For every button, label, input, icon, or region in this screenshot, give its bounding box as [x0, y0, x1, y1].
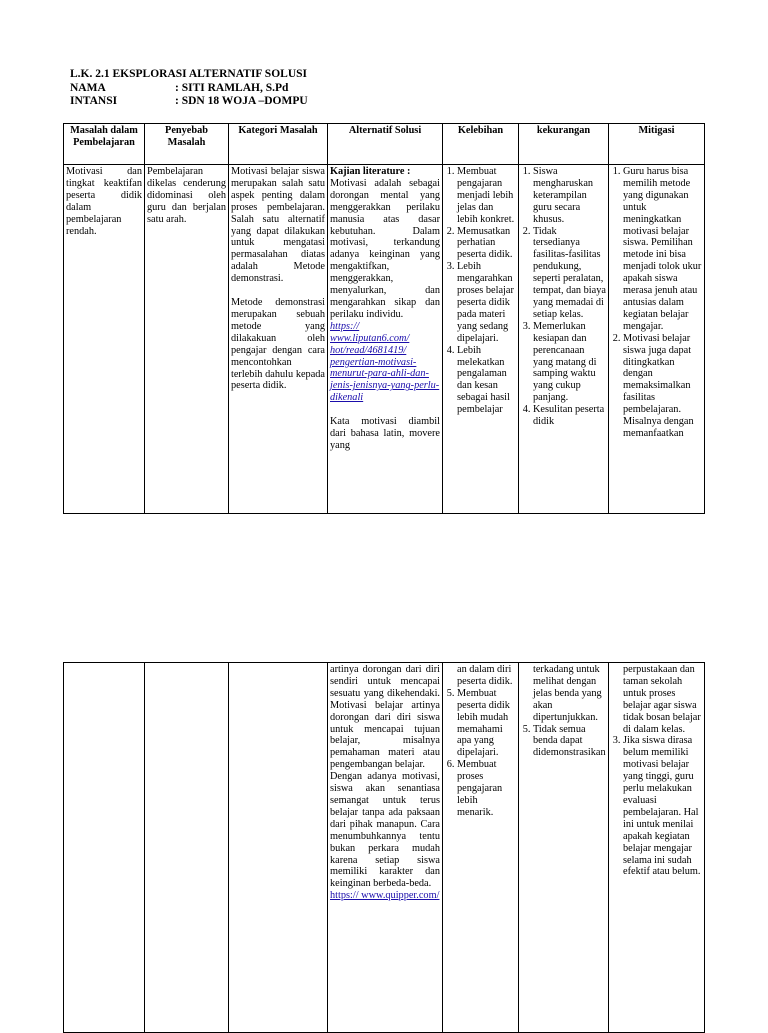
cell-alternatif-continued — [328, 663, 443, 1033]
list-item: 3. Jika siswa dirasa belum memiliki motivasi belajar yang tinggi, guru perlu melakukan evaluasi pembelajaran. Hal ini untuk menilai apakah kegiatan belajar mengajar selama ini sudah efektif atau belum. — [623, 735, 702, 878]
alternatif-paragraph-2: Kata motivasi diambil dari bahasa latin, movere yang — [330, 416, 440, 451]
cell-kelebihan-continued — [443, 663, 519, 1033]
document-header — [70, 68, 308, 109]
list-item: 4. Lebih melekatkan pengalaman dan kesan sebagai hasil pembelajar — [457, 345, 516, 416]
list-item: 1. Guru harus bisa memilih metode yang digunakan untuk meningkatkan motivasi belajar siswa. Pemilihan metode ini bisa menjadi tolok ukur apakah siswa merasa jenuh atau antusias dalam kegiatan belajar mengajar. — [623, 166, 702, 333]
list-item: 2. Memusatkan perhatian peserta didik. — [457, 226, 516, 262]
document-title: L.K. 2.1 EKSPLORASI ALTERNATIF SOLUSI — [70, 68, 307, 80]
solution-table-continued — [63, 662, 705, 1033]
list-item: 1. Siswa mengharuskan keterampilan guru secara khusus. — [533, 166, 606, 226]
cell-masalah-empty — [64, 663, 145, 1033]
reference-link-quipper[interactable]: https:// www.quipper.com/ — [330, 890, 440, 902]
list-item: 5. Tidak semua benda dapat didemonstrasikan — [533, 724, 606, 760]
nama-label: NAMA — [70, 81, 106, 94]
list-item: 5. Membuat peserta didik lebih mudah memahami apa yang dipelajari. — [457, 688, 516, 759]
list-item: 3. Memerlukan kesiapan dan perencanaan yang matang di samping waktu yang cukup panjang. — [533, 321, 606, 404]
table-row — [64, 663, 705, 1033]
col-header-kelebihan: Kelebihan — [443, 124, 519, 165]
nama-value: : SITI RAMLAH, S.Pd — [175, 81, 289, 94]
list-item: 4. Kesulitan peserta didik — [533, 404, 606, 428]
cell-kategori-empty — [229, 663, 328, 1033]
instansi-value: : SDN 18 WOJA –DOMPU — [175, 95, 308, 107]
reference-link-liputan6[interactable]: https:// www.liputan6.com/ hot/read/4681419/ pengertian-motivasi-menurut-para-ahli-dan-jenis-jenisnya-yang-perlu-dikenali — [330, 320, 440, 404]
cell-kelebihan — [443, 165, 519, 514]
cell-penyebab-empty — [145, 663, 229, 1033]
cell-mitigasi — [609, 165, 705, 514]
cell-masalah: Motivasi dan tingkat keaktifan peserta didik dalam pembelajaran rendah. — [64, 165, 145, 514]
alternatif-paragraph-4: Dengan adanya motivasi, siswa akan senantiasa semangat untuk terus belajar tanpa ada paksaan dari pihak manapun. Cara menumbuhkannya tentu bukan perkara mudah karena setiap siswa memiliki karakter dan keinginan berbeda-beda. — [330, 771, 440, 890]
cell-kategori — [229, 165, 328, 514]
instansi-label: INTANSI — [70, 95, 118, 107]
col-header-mitigasi: Mitigasi — [609, 124, 705, 165]
col-header-masalah: Masalah dalam Pembelajaran — [64, 124, 145, 165]
nama-row — [70, 82, 308, 96]
cell-penyebab: Pembelajaran dikelas cenderung didominasi oleh guru dan berjalan satu arah. — [145, 165, 229, 514]
solution-table — [63, 123, 705, 514]
list-item: 1. Membuat pengajaran menjadi lebih jelas dan lebih konkret. — [457, 166, 516, 226]
list-item: 6. Membuat proses pengajaran lebih menarik. — [457, 759, 516, 819]
col-header-kekurangan: kekurangan — [519, 124, 609, 165]
col-header-penyebab: Penyebab Masalah — [145, 124, 229, 165]
kategori-paragraph-1: Motivasi belajar siswa merupakan salah satu aspek penting dalam proses pembelajaran. Salah satu alternatif yang dapat dilakukan untuk mengatasi permasalahan diatas adalah Metode demonstrasi. — [231, 166, 325, 285]
table-row — [64, 165, 705, 514]
kelebihan-continued-text: an dalam diri peserta didik. — [457, 664, 513, 687]
instansi-row — [70, 95, 308, 109]
list-item: 3. Lebih mengarahkan proses belajar peserta didik pada materi yang sedang dipelajari. — [457, 261, 516, 344]
col-header-alternatif: Alternatif Solusi — [328, 124, 443, 165]
alternatif-paragraph-3: artinya dorongan dari diri sendiri untuk mencapai sesuatu yang dikehendaki. Motivasi belajar artinya dorongan dari diri siswa untuk mencapai tujuan belajar, misalnya pemahaman materi atau pengembangan belajar. — [330, 664, 440, 771]
kategori-paragraph-2: Metode demonstrasi merupakan sebuah metode yang dilakakuan oleh pengajar dengan cara mencontohkan terlebih dahulu kepada peserta didik. — [231, 297, 325, 392]
col-header-kategori: Kategori Masalah — [229, 124, 328, 165]
cell-kekurangan — [519, 165, 609, 514]
table-header-row — [64, 124, 705, 165]
cell-mitigasi-continued — [609, 663, 705, 1033]
cell-alternatif — [328, 165, 443, 514]
alternatif-paragraph-1: Motivasi adalah sebagai dorongan mental yang menggerakkan perilaku manusia atas dasar kebutuhan. Dalam motivasi, terkandung adanya keinginan yang mengaktifkan, menggerakkan, menyalurkan, dan mengarahkan sikap dan perilaku individu. — [330, 177, 440, 320]
mitigasi-continued-text: perpustakaan dan taman sekolah untuk proses belajar agar siswa tidak bosan belajar di dalam kelas. — [623, 664, 701, 735]
list-item: 2. Tidak tersedianya fasilitas-fasilitas pendukung, seperti peralatan, tempat, dan biaya yang memadai di setiap kelas. — [533, 226, 606, 321]
cell-kekurangan-continued — [519, 663, 609, 1033]
list-item: 2. Motivasi belajar siswa juga dapat ditingkatkan dengan memaksimalkan fasilitas pembelajaran. Misalnya dengan memanfaatkan — [623, 333, 702, 440]
kekurangan-continued-text: terkadang untuk melihat dengan jelas benda yang akan dipertunjukkan. — [533, 664, 602, 723]
alternatif-heading: Kajian literature : — [330, 166, 411, 177]
